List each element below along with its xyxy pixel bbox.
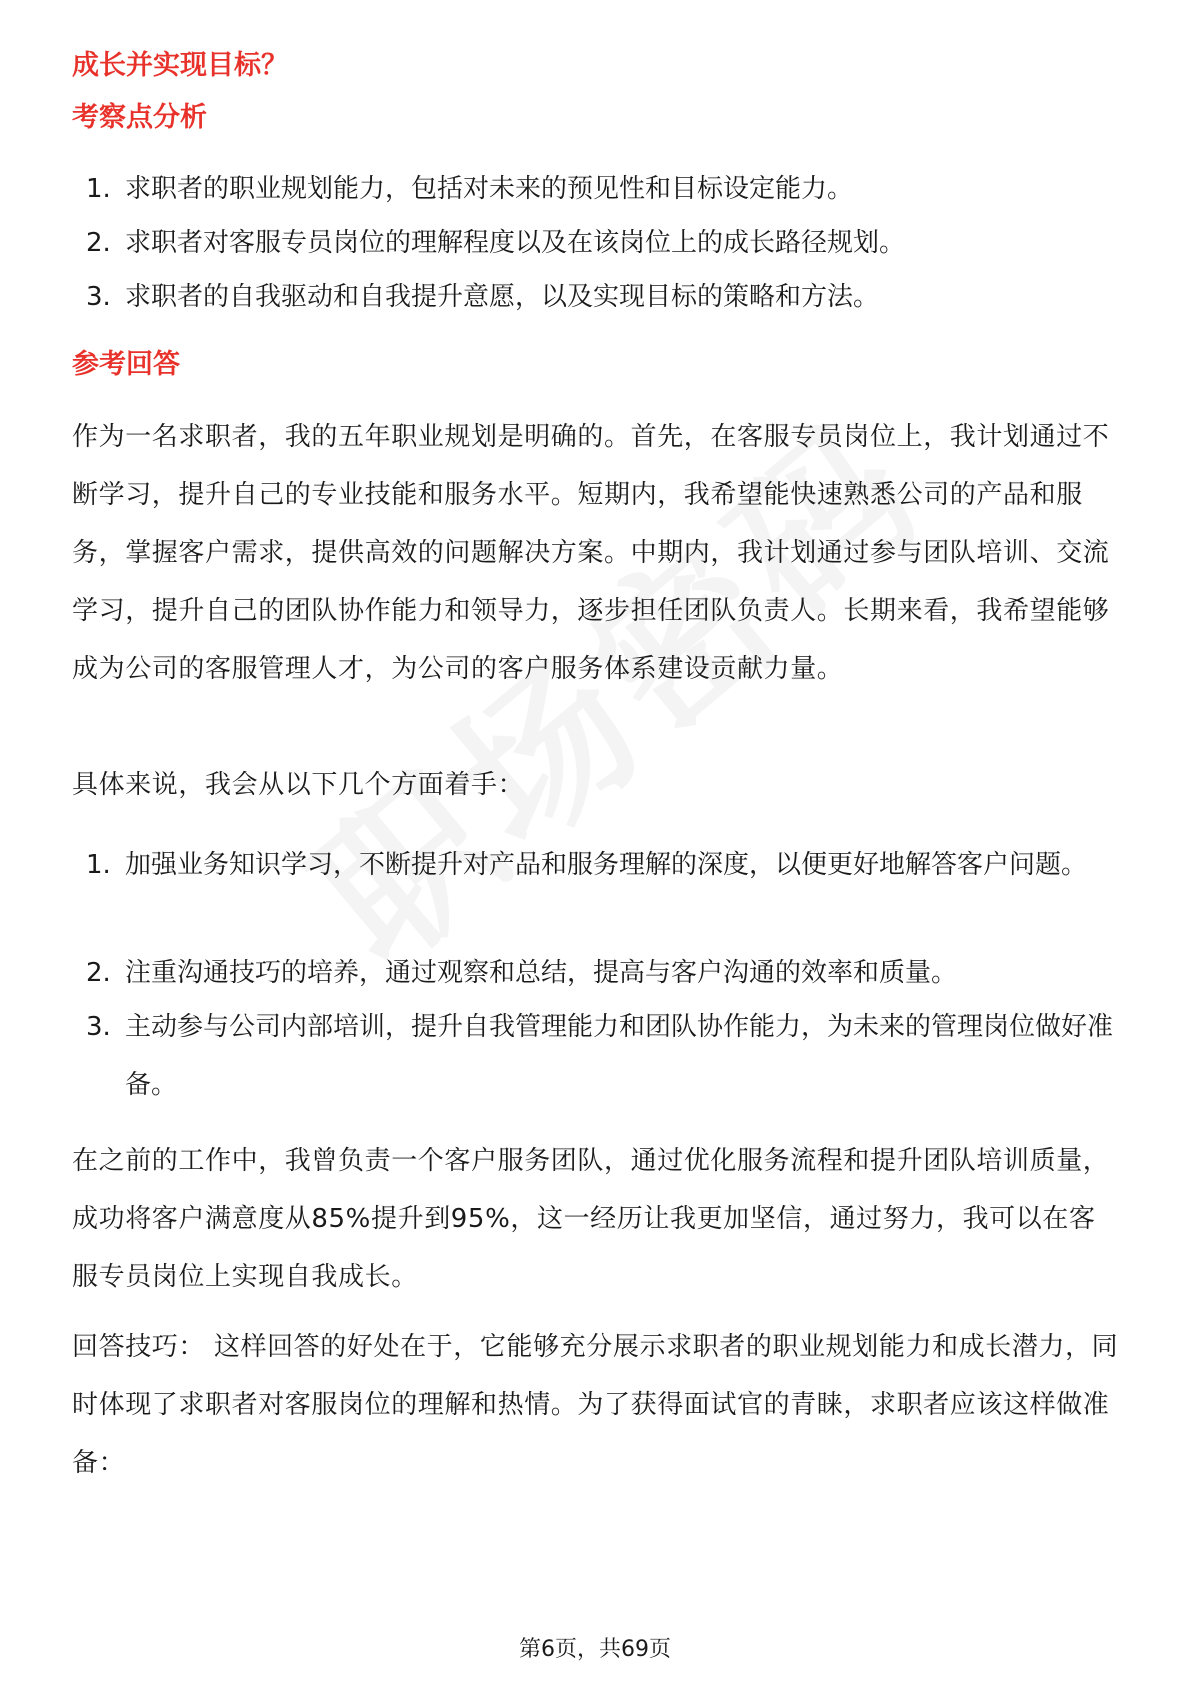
list-text: 求职者的自我驱动和自我提升意愿，以及实现目标的策略和方法。 [125,282,880,312]
list-number: 1. [86,850,111,880]
list-number: 3. [86,1012,111,1042]
list-text: 求职者对客服专员岗位的理解程度以及在该岗位上的成长路径规划。 [125,228,906,258]
list-number: 3. [86,282,111,312]
answer-tips-paragraph: 回答技巧： 这样回答的好处在于，它能够充分展示求职者的职业规划能力和成长潜力，同时体现了求职者对客服岗位的理解和热情。为了获得面试官的青睐，求职者应该这样做准备： [72,1332,1119,1478]
analysis-item-1 [72,160,1122,218]
list-text: 加强业务知识学习，不断提升对产品和服务理解的深度，以便更好地解答客户问题。 [125,850,1088,880]
answer-paragraph-1: 作为一名求职者，我的五年职业规划是明确的。首先，在客服专员岗位上，我计划通过不断学习，提升自己的专业技能和服务水平。短期内，我希望能快速熟悉公司的产品和服务，掌握客户需求，提供高效的问题解决方案。中期内，我计划通过参与团队培训、交流学习，提升自己的团队协作能力和领导力，逐步担任团队负责人。长期来看，我希望能够成为公司的客服管理人才，为公司的客户服务体系建设贡献力量。 [72,422,1110,684]
analysis-item-3 [72,268,1122,326]
answer-paragraph-2: 具体来说，我会从以下几个方面着手： [72,770,525,800]
answer-item-3 [72,998,1122,1114]
answer-paragraph-3: 在之前的工作中，我曾负责一个客户服务团队，通过优化服务流程和提升团队培训质量，成功将客户满意度从85%提升到95%，这一经历让我更加坚信，通过努力，我可以在客服专员岗位上实现自我成长。 [72,1146,1110,1292]
list-number: 1. [86,174,111,204]
list-number: 2. [86,228,111,258]
answer-item-2 [72,944,1122,1002]
question-tail: 成长并实现目标？ [72,50,288,81]
analysis-heading: 考察点分析 [72,102,207,133]
list-text: 注重沟通技巧的培养，通过观察和总结，提高与客户沟通的效率和质量。 [125,958,958,988]
list-text: 主动参与公司内部培训，提升自我管理能力和团队协作能力，为未来的管理岗位做好准备。 [125,1012,1114,1100]
page-number-footer: 第6页，共69页 [519,1637,671,1662]
analysis-item-2 [72,214,1122,272]
list-text: 求职者的职业规划能力，包括对未来的预见性和目标设定能力。 [125,174,854,204]
answer-heading: 参考回答 [72,349,180,380]
answer-item-1 [72,836,1122,894]
list-number: 2. [86,958,111,988]
